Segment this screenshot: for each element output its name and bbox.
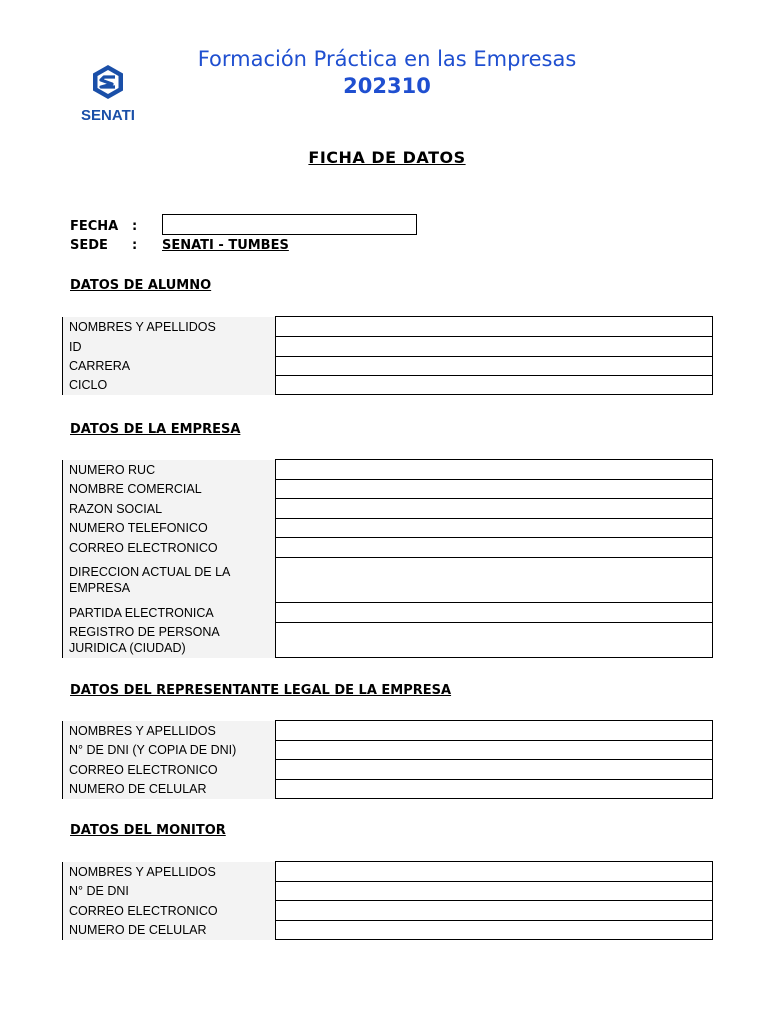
row-field[interactable] <box>276 558 713 603</box>
row-field[interactable] <box>276 862 713 882</box>
title-line-1: Formación Práctica en las Empresas <box>197 47 577 71</box>
row-label: CORREO ELECTRONICO <box>63 760 276 780</box>
title-year: 202310 <box>343 74 431 98</box>
table-alumno <box>62 316 713 395</box>
row-label: CORREO ELECTRONICO <box>63 901 276 921</box>
row-label: NOMBRES Y APELLIDOS <box>63 721 276 741</box>
row-label: CICLO <box>63 376 276 395</box>
row-field[interactable] <box>276 603 713 623</box>
row-field[interactable] <box>276 499 713 519</box>
row-label: RAZON SOCIAL <box>63 499 276 519</box>
row-field[interactable] <box>276 901 713 921</box>
row-label: NUMERO RUC <box>63 460 276 480</box>
row-label: ID <box>63 337 276 357</box>
fecha-row <box>70 219 162 234</box>
row-label: NOMBRE COMERCIAL <box>63 480 276 499</box>
row-label: NUMERO DE CELULAR <box>63 780 276 799</box>
row-field[interactable] <box>276 538 713 558</box>
row-field[interactable] <box>276 376 713 395</box>
row-field[interactable] <box>276 357 713 376</box>
row-label: NOMBRES Y APELLIDOS <box>63 862 276 882</box>
row-field[interactable] <box>276 760 713 780</box>
sede-colon: : <box>132 238 138 253</box>
section-title-monitor: DATOS DEL MONITOR <box>70 823 226 838</box>
row-label: CORREO ELECTRONICO <box>63 538 276 558</box>
row-label: CARRERA <box>63 357 276 376</box>
senati-logo <box>62 48 154 140</box>
section-title-alumno: DATOS DE ALUMNO <box>70 278 212 293</box>
row-field[interactable] <box>276 519 713 538</box>
row-label: NUMERO TELEFONICO <box>63 519 276 538</box>
fecha-colon: : <box>132 219 138 234</box>
section-title-empresa: DATOS DE LA EMPRESA <box>70 422 241 437</box>
logo-text: SENATI <box>81 107 135 124</box>
row-field[interactable] <box>276 921 713 940</box>
table-monitor <box>62 861 713 940</box>
row-label: REGISTRO DE PERSONA JURIDICA (CIUDAD) <box>63 623 276 658</box>
row-label: PARTIDA ELECTRONICA <box>63 603 276 623</box>
row-field[interactable] <box>276 721 713 741</box>
row-field[interactable] <box>276 623 713 658</box>
row-label: NOMBRES Y APELLIDOS <box>63 317 276 337</box>
sede-row <box>70 238 289 253</box>
row-field[interactable] <box>276 337 713 357</box>
row-label: N° DE DNI <box>63 882 276 901</box>
row-label: NUMERO DE CELULAR <box>63 921 276 940</box>
document-title: FICHA DE DATOS <box>308 148 466 167</box>
senati-logo-icon <box>90 64 126 100</box>
table-representante <box>62 720 713 799</box>
row-label: N° DE DNI (Y COPIA DE DNI) <box>63 741 276 760</box>
row-field[interactable] <box>276 317 713 337</box>
table-empresa <box>62 459 713 658</box>
fecha-label: FECHA <box>70 219 119 234</box>
row-field[interactable] <box>276 780 713 799</box>
fecha-field[interactable] <box>162 214 417 235</box>
sede-value: SENATI - TUMBES <box>162 238 289 253</box>
row-field[interactable] <box>276 480 713 499</box>
row-field[interactable] <box>276 741 713 760</box>
row-field[interactable] <box>276 882 713 901</box>
row-field[interactable] <box>276 460 713 480</box>
section-title-representante: DATOS DEL REPRESENTANTE LEGAL DE LA EMPRESA <box>70 683 452 698</box>
page-title <box>150 46 624 100</box>
row-label: DIRECCION ACTUAL DE LA EMPRESA <box>63 558 276 603</box>
sede-label: SEDE <box>70 238 108 253</box>
